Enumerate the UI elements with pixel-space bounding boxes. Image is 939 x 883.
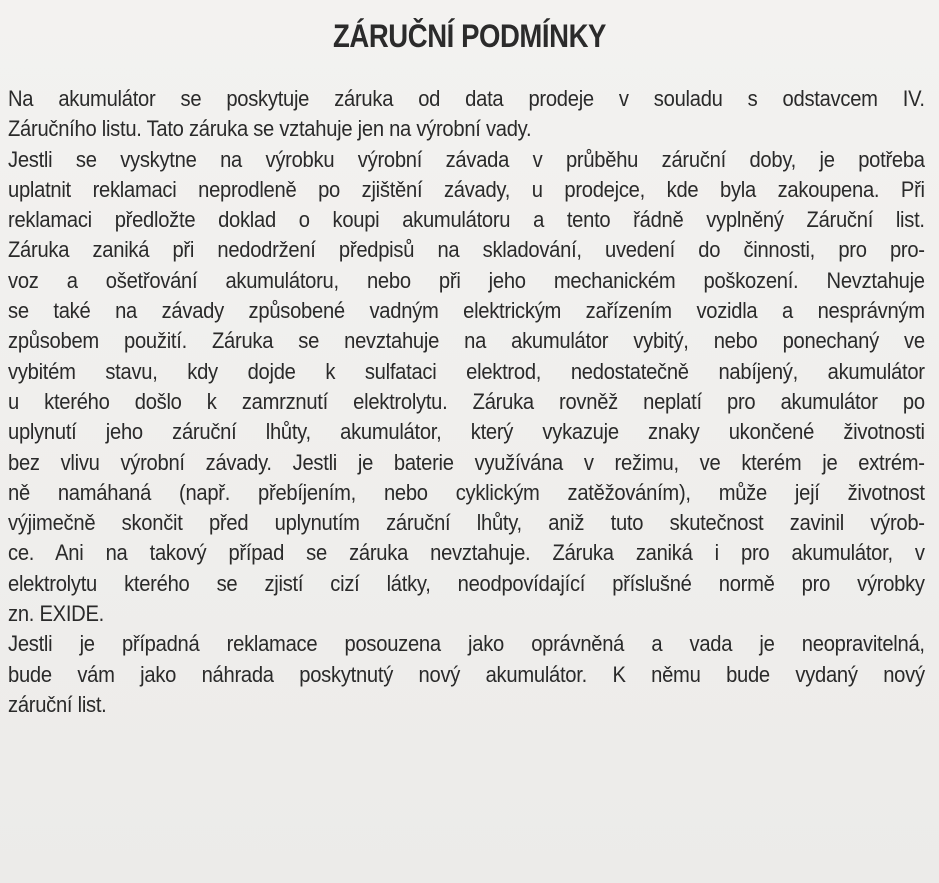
- text-line: Jestli se vyskytne na výrobku výrobní závada v průběhu záruční doby, je potřeba: [8, 146, 925, 172]
- text-line: ce. Ani na takový případ se záruka nevztahuje. Záruka zaniká i pro akumulátor, v: [8, 540, 925, 566]
- text-line: bude vám jako náhrada poskytnutý nový akumulátor. K němu bude vydaný nový: [8, 661, 925, 687]
- text-line: Záručního listu. Tato záruka se vztahuje jen na výrobní vady.: [8, 116, 532, 142]
- text-line: u kterého došlo k zamrznutí elektrolytu. Záruka rovněž neplatí pro akumulátor po: [8, 388, 925, 414]
- text-line: vybitém stavu, kdy dojde k sulfataci elektrod, nedostatečně nabíjený, akumulátor: [8, 358, 925, 384]
- text-line: Jestli je případná reklamace posouzena jako oprávněná a vada je neopravitelná,: [8, 631, 925, 657]
- text-line: elektrolytu kterého se zjistí cizí látky, neodpovídající příslušné normě pro výrobky: [8, 570, 925, 596]
- text-line: uplatnit reklamaci neprodleně po zjištění závady, u prodejce, kde byla zakoupena. Při: [8, 176, 925, 202]
- text-line: reklamaci předložte doklad o koupi akumulátoru a tento řádně vyplněný Záruční list.: [8, 207, 925, 233]
- text-line: zn. EXIDE.: [8, 601, 104, 627]
- paragraph-1: [8, 84, 925, 145]
- text-line: uplynutí jeho záruční lhůty, akumulátor, který vykazuje znaky ukončené životnosti: [8, 419, 925, 445]
- text-line: záruční list.: [8, 691, 107, 717]
- text-line: ně namáhaná (např. přebíjením, nebo cyklickým zatěžováním), může její životnost: [8, 479, 925, 505]
- text-line: Záruka zaniká při nedodržení předpisů na skladování, uvedení do činnosti, pro pro-: [8, 237, 925, 263]
- text-line: výjimečně skončit před uplynutím záruční lhůty, aniž tuto skutečnost zavinil výrob-: [8, 510, 925, 536]
- text-line: bez vlivu výrobní závady. Jestli je baterie využívána v režimu, ve kterém je extrém-: [8, 449, 925, 475]
- text-line: Na akumulátor se poskytuje záruka od data prodeje v souladu s odstavcem IV.: [8, 86, 925, 111]
- text-line: způsobem použití. Záruka se nevztahuje na akumulátor vybitý, nebo ponechaný ve: [8, 328, 925, 354]
- paragraph-3: [8, 629, 925, 720]
- text-line: voz a ošetřování akumulátoru, nebo při jeho mechanickém poškození. Nevztahuje: [8, 267, 925, 293]
- text-line: se také na závady způsobené vadným elektrickým zařízením vozidla a nesprávným: [8, 298, 925, 324]
- paragraph-2: [8, 145, 925, 630]
- page-title: ZÁRUČNÍ PODMÍNKY: [333, 18, 606, 54]
